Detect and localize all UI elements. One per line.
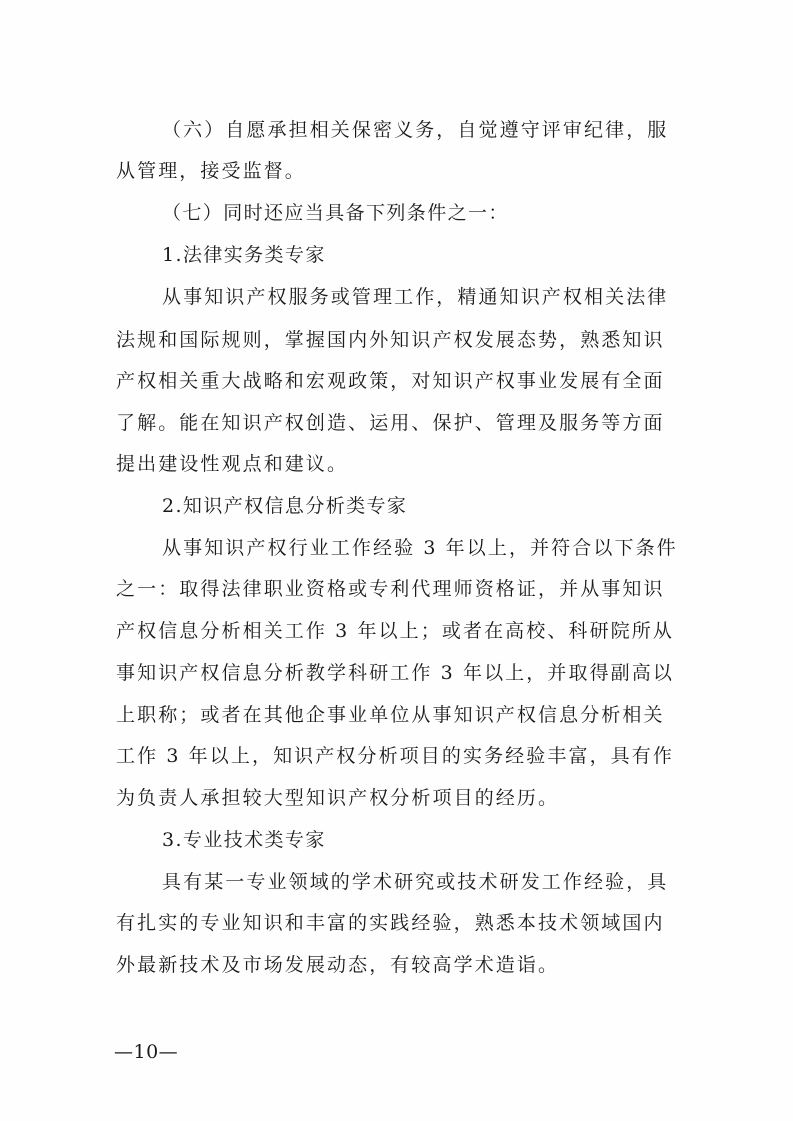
analysis-expert-line-6: 工作 3 年以上，知识产权分析项目的实务经验丰富，具有作 (116, 745, 674, 767)
analysis-expert-line-3: 产权信息分析相关工作 3 年以上；或者在高校、科研院所从 (116, 620, 674, 642)
analysis-expert-line-4: 事知识产权信息分析教学科研工作 3 年以上，并取得副高以 (116, 662, 674, 684)
analysis-expert-line-1: 从事知识产权行业工作经验 3 年以上，并符合以下条件 (162, 537, 678, 559)
law-expert-line-4: 了解。能在知识产权创造、运用、保护、管理及服务等方面 (116, 412, 665, 434)
law-expert-heading: 1.法律实务类专家 (162, 244, 326, 266)
law-expert-line-1: 从事知识产权服务或管理工作，精通知识产权相关法律 (162, 286, 669, 308)
technical-expert-line-1: 具有某一专业领域的学术研究或技术研发工作经验，具 (162, 871, 669, 893)
analysis-expert-line-7: 为负责人承担较大型知识产权分析项目的经历。 (116, 787, 560, 809)
page-number: —10— (114, 1041, 179, 1063)
analysis-expert-line-5: 上职称；或者在其他企事业单位从事知识产权信息分析相关 (116, 704, 665, 726)
technical-expert-heading: 3.专业技术类专家 (162, 829, 326, 851)
technical-expert-line-3: 外最新技术及市场发展动态，有较高学术造诣。 (116, 954, 560, 976)
law-expert-line-3: 产权相关重大战略和宏观政策，对知识产权事业发展有全面 (116, 370, 665, 392)
law-expert-line-5: 提出建设性观点和建议。 (116, 453, 349, 475)
law-expert-line-2: 法规和国际规则，掌握国内外知识产权发展态势，熟悉知识 (116, 329, 665, 351)
analysis-expert-heading: 2.知识产权信息分析类专家 (162, 495, 408, 517)
section-seven-heading: （七）同时还应当具备下列条件之一： (162, 202, 509, 224)
section-six-line-1: （六）自愿承担相关保密义务，自觉遵守评审纪律，服 (162, 119, 669, 141)
technical-expert-line-2: 有扎实的专业知识和丰富的实践经验，熟悉本技术领域国内 (116, 912, 665, 934)
section-six-line-2: 从管理，接受监督。 (116, 160, 306, 182)
analysis-expert-line-2: 之一：取得法律职业资格或专利代理师资格证，并从事知识 (116, 578, 665, 600)
